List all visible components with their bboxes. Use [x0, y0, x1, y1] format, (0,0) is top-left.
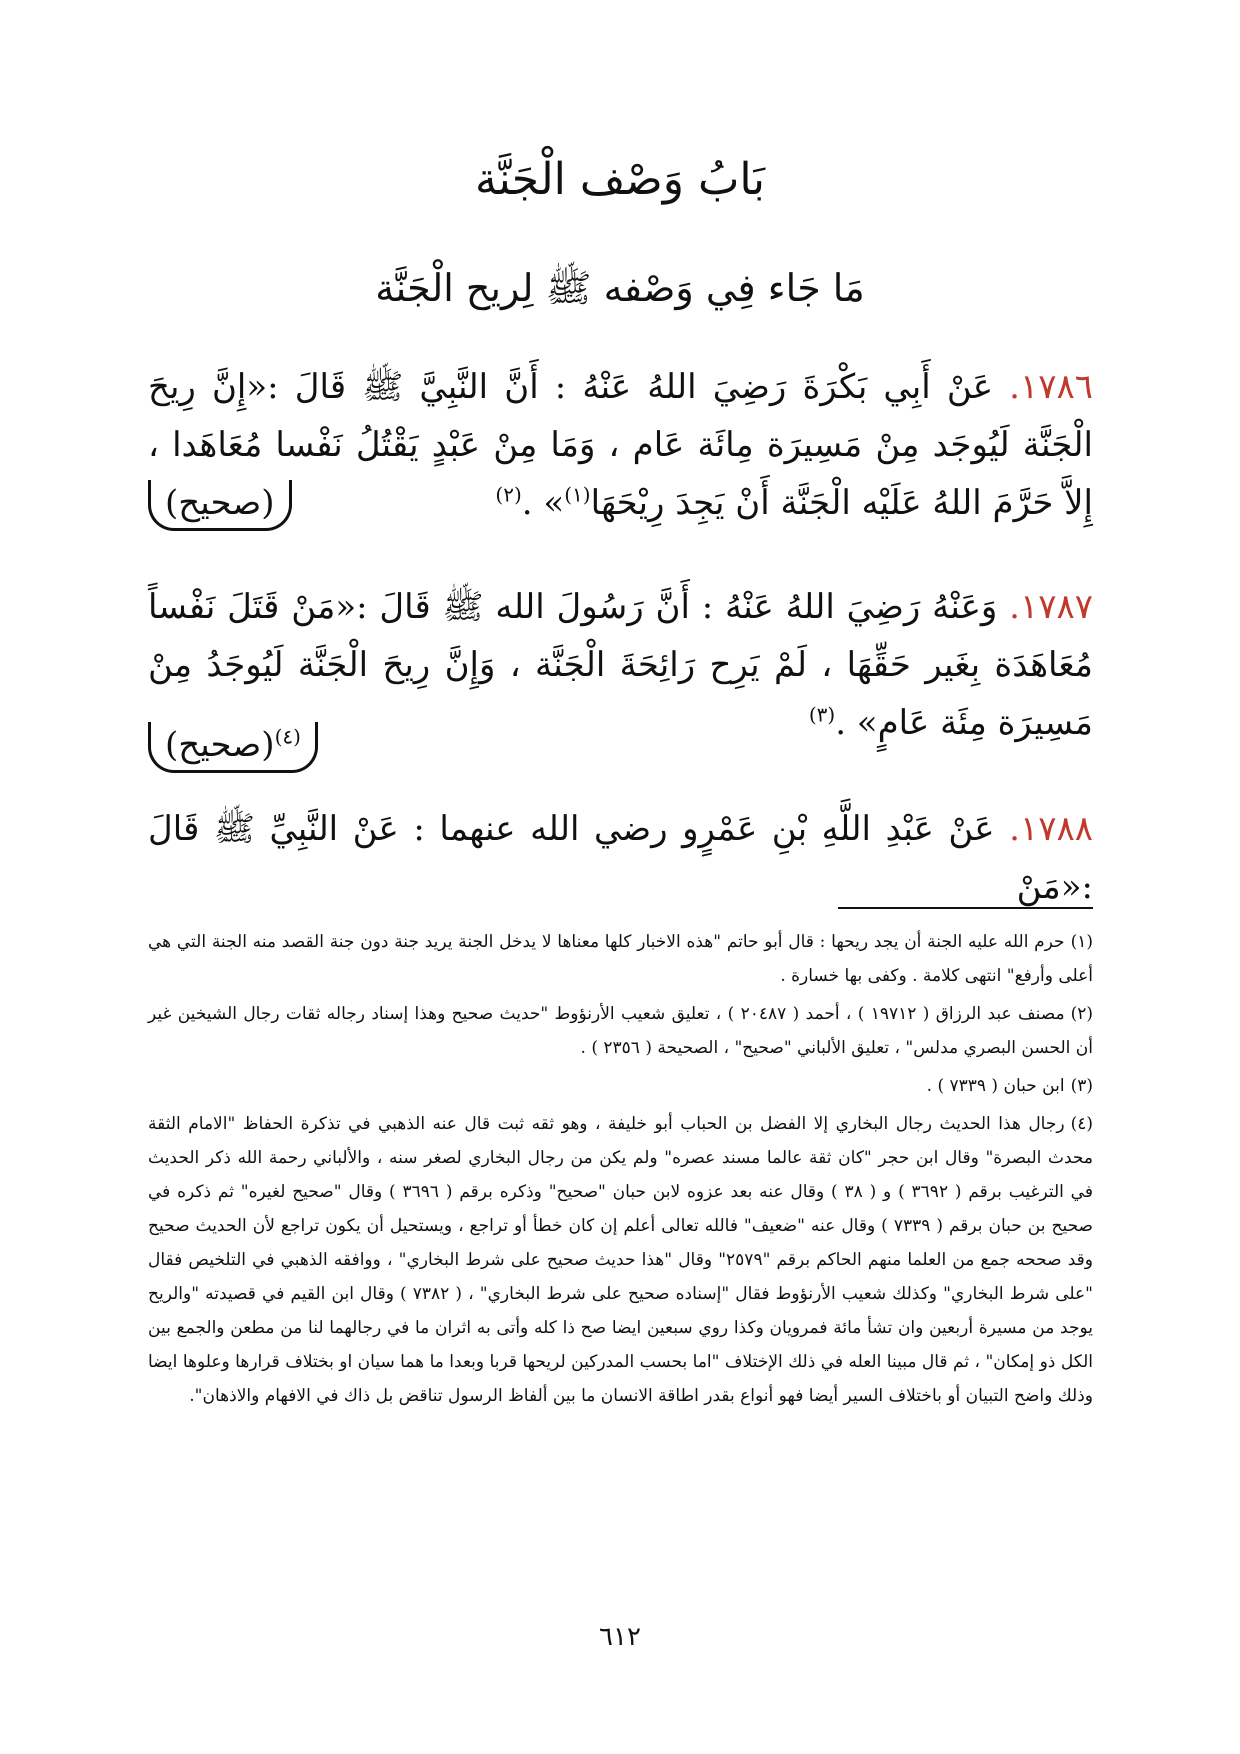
- footnote-4: [148, 1107, 1093, 1413]
- grade-label: صحيح: [178, 483, 262, 523]
- section-title: مَا جَاء فِي وَصْفه ﷺ لِريح الْجَنَّة: [375, 266, 865, 310]
- hadith-text: عَنْ عَبْدِ اللَّهِ بْنِ عَمْرٍو رضي الله عنهما : عَنْ النَّبِيِّ ﷺ قَالَ :«مَنْ: [148, 809, 1093, 907]
- footnote-ref: (٣): [808, 702, 836, 727]
- grade-badge: (صحيح): [148, 480, 292, 531]
- footnote-number: (٣): [1070, 1076, 1093, 1096]
- footnote-ref: (١): [564, 482, 591, 507]
- footnote-divider: [838, 907, 1093, 909]
- grade-label: صحيح: [178, 725, 262, 765]
- footnote-number: (٢): [1070, 1004, 1093, 1024]
- hadith-number: ١٧٨٧.: [1009, 587, 1093, 627]
- footnotes: [148, 925, 1093, 1417]
- footnote-number: (٤): [1070, 1114, 1093, 1134]
- chapter-title: بَابُ وَصْف الْجَنَّة: [474, 154, 766, 205]
- footnote-ref: (٢): [495, 482, 522, 507]
- hadith-number: ١٧٨٦.: [1009, 367, 1093, 407]
- hadith-number: ١٧٨٨.: [1009, 809, 1093, 849]
- grade-badge: $^{(٤)}$(صحيح): [148, 722, 318, 773]
- footnote-text: ابن حبان ( ٧٣٣٩ ) .: [926, 1076, 1065, 1096]
- footnote-1: [148, 925, 1093, 993]
- footnote-number: (١): [1070, 932, 1093, 952]
- footnote-2: [148, 997, 1093, 1065]
- footnote-text: مصنف عبد الرزاق ( ١٩٧١٢ ) ، أحمد ( ٢٠٤٨٧ ) ، تعليق شعيب الأرنؤوط "حديث صحيح وهذا إسناد رجاله ثقات رجال الشيخين غير أن الحسن البصري مدلس" ، تعليق الألباني "صحيح" ، الصحيحة ( ٢٣٥٦ ) .: [148, 1004, 1093, 1058]
- hadith-text: عَنْ أَبِي بَكْرَةَ رَضِيَ اللهُ عَنْهُ : أَنَّ النَّبِيَّ ﷺ قَالَ :«إِنَّ رِيحَ الْجَنَّة لَيُوجَد مِنْ مَسِيرَة مِائَة عَام ، وَمَا مِنْ عَبْدٍ يَقْتُلُ نَفْسا مُعَاهَدا ، إِلاَّ حَرَّمَ اللهُ عَلَيْه الْجَنَّة أَنْ يَجِدَ رِيْحَهَا: [148, 367, 1093, 523]
- quote-close: » .: [521, 483, 565, 523]
- hadith-text: وَعَنْهُ رَضِيَ اللهُ عَنْهُ : أَنَّ رَسُولَ الله ﷺ قَالَ :«مَنْ قَتَلَ نَفْساً مُعَاهَدَة بِغَير حَقِّهَا ، لَمْ يَرِح رَائِحَةَ الْجَنَّة ، وَإِنَّ رِيحَ الْجَنَّة لَيُوجَدُ مِنْ مَسِيرَة مِئَة عَامٍ» .: [148, 587, 1093, 743]
- footnote-text: رجال هذا الحديث رجال البخاري إلا الفضل بن الحباب أبو خليفة ، وهو ثقه ثبت قال عنه الذهبي في تذكرة الحفاظ "الامام الثقة محدث البصرة" وقال ابن حجر "كان ثقة عالما مسند عصره" ولم يكن من رجال البخاري لصغر سنه ، والألباني رحمة الله ذكر الحديث في الترغيب برقم ( ٣٦٩٢ ) و ( ٣٨ ) وقال عنه بعد عزوه لابن حبان "صحيح" وذكره برقم ( ٣٦٩٦ ) وقال "صحيح لغيره" ثم ذكره في صحيح بن حبان برقم ( ٧٣٣٩ ) وقال عنه "ضعيف" فالله تعالى أعلم إن كان خطأ أو تراجع ، ويستحيل أن يكون تراجع لأن الحديث صحيح وقد صححه جمع من العلما منهم الحاكم برقم "٢٥٧٩" وقال "هذا حديث صحيح على شرط البخاري" ، ووافقه الذهبي في التلخيص فقال "على شرط البخاري" وكذلك شعيب الأرنؤوط فقال "إسناده صحيح على شرط البخاري" ، ( ٧٣٨٢ ) وقال ابن القيم في قصيدته "والريح يوجد من مسيرة أربعين وان تشأ مائة فمرويان وكذا روي سبعين ايضا صح ذا كله وأتى به اثران ما في رجالهما لنا من مطعن والجمع بين الكل ذو إمكان" ، ثم قال مبينا العله في ذلك الإختلاف "اما بحسب المدركين لريحها قربا وبعدا ما هما سيان او بختلاف قرارها وعلوها ايضا وذلك واضح التبيان أو باختلاف السير أيضا فهو أنواع بقدر اطاقة الانسان ما بين ألفاظ الرسول تناقض بل ذاك في الافهام والاذهان".: [148, 1114, 1093, 1406]
- footnote-3: [148, 1069, 1093, 1103]
- footnote-text: حرم الله عليه الجنة أن يجد ريحها : قال أبو حاتم "هذه الاخبار كلها معناها لا يدخل الجنة يريد جنة دون جنة القصد منه الجنة التي هي أعلى وأرفع" انتهى كلامة . وكفى بها خسارة .: [148, 932, 1093, 986]
- footnote-ref: (٤): [274, 724, 301, 749]
- hadith-1788: [148, 800, 1093, 916]
- page-number: ٦١٢: [599, 1622, 641, 1652]
